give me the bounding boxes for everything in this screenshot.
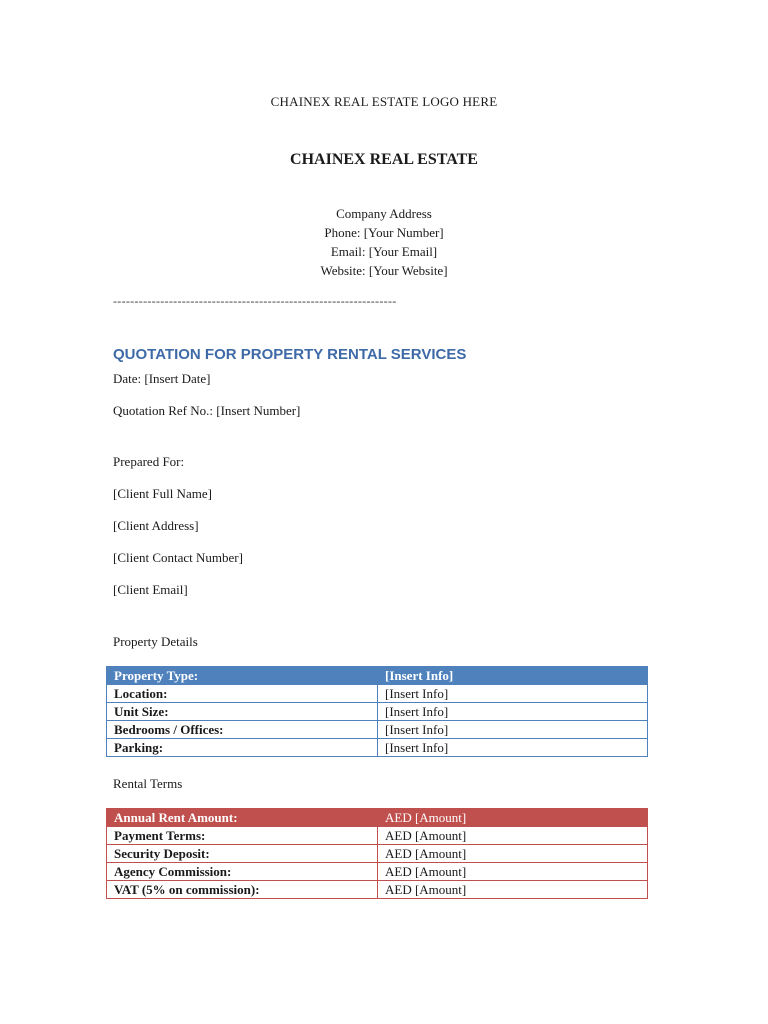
table-row	[107, 685, 648, 703]
annual-rent-key: Annual Rent Amount:	[107, 809, 378, 827]
client-name: [Client Full Name]	[113, 486, 212, 501]
bedrooms-value: [Insert Info]	[378, 721, 648, 739]
client-email: [Client Email]	[113, 582, 188, 597]
company-website: Website: [Your Website]	[320, 263, 448, 278]
payment-terms-value: AED [Amount]	[378, 827, 648, 845]
company-address: Company Address	[336, 206, 432, 221]
agency-commission-value: AED [Amount]	[378, 863, 648, 881]
property-type-value: [Insert Info]	[378, 667, 648, 685]
property-type-key: Property Type:	[107, 667, 378, 685]
agency-commission-key: Agency Commission:	[107, 863, 378, 881]
table-row	[107, 667, 648, 685]
property-details-table	[106, 666, 648, 757]
location-key: Location:	[107, 685, 378, 703]
unit-size-value: [Insert Info]	[378, 703, 648, 721]
quotation-ref: Quotation Ref No.: [Insert Number]	[113, 403, 301, 418]
table-row	[107, 721, 648, 739]
rental-terms-table	[106, 808, 648, 899]
company-name: CHAINEX REAL ESTATE	[290, 151, 478, 168]
security-deposit-value: AED [Amount]	[378, 845, 648, 863]
table-row	[107, 703, 648, 721]
bedrooms-key: Bedrooms / Offices:	[107, 721, 378, 739]
table-row	[107, 881, 648, 899]
vat-value: AED [Amount]	[378, 881, 648, 899]
quotation-date: Date: [Insert Date]	[113, 371, 211, 386]
table-row	[107, 863, 648, 881]
table-row	[107, 845, 648, 863]
rental-terms-label: Rental Terms	[113, 776, 183, 791]
divider-line: ------------------------------------------------------------------	[113, 294, 397, 308]
parking-key: Parking:	[107, 739, 378, 757]
table-row	[107, 739, 648, 757]
annual-rent-value: AED [Amount]	[378, 809, 648, 827]
logo-placeholder-text: CHAINEX REAL ESTATE LOGO HERE	[270, 94, 498, 109]
table-row	[107, 827, 648, 845]
security-deposit-key: Security Deposit:	[107, 845, 378, 863]
company-phone: Phone: [Your Number]	[324, 225, 444, 240]
prepared-for-label: Prepared For:	[113, 454, 185, 469]
client-contact-number: [Client Contact Number]	[113, 550, 243, 565]
table-row	[107, 809, 648, 827]
company-email: Email: [Your Email]	[330, 244, 438, 259]
property-details-label: Property Details	[113, 634, 198, 649]
quotation-title: QUOTATION FOR PROPERTY RENTAL SERVICES	[113, 346, 467, 363]
vat-key: VAT (5% on commission):	[107, 881, 378, 899]
client-address: [Client Address]	[113, 518, 199, 533]
parking-value: [Insert Info]	[378, 739, 648, 757]
location-value: [Insert Info]	[378, 685, 648, 703]
unit-size-key: Unit Size:	[107, 703, 378, 721]
payment-terms-key: Payment Terms:	[107, 827, 378, 845]
